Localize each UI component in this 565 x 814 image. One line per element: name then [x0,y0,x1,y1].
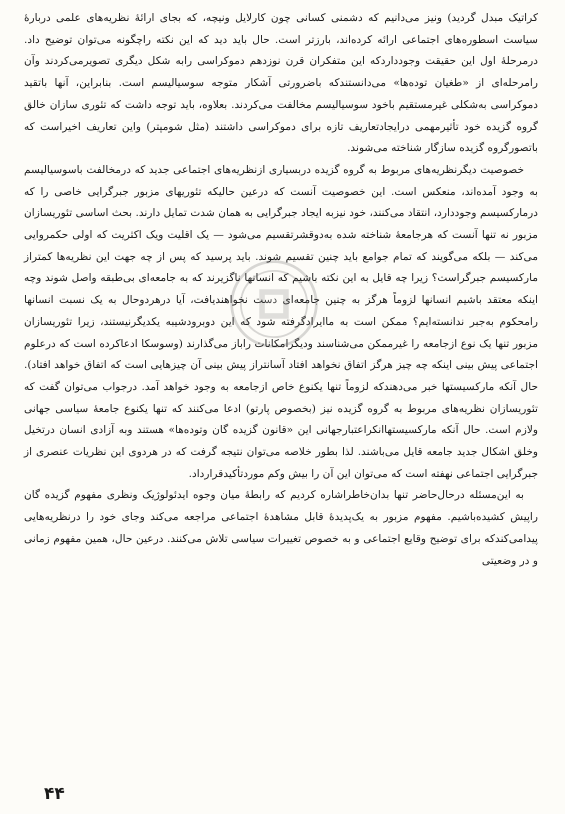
page-number: ۴۴ [44,784,65,804]
page-body [24,8,538,788]
paragraph-2: خصوصیت دیگرنظریه‌های مربوط به گروه گزیده دربسیاری ازنظریه‌های اجتماعی جدید که درمخالفت باسوسیالیسم به وجود آمده‌اند، منعکس است. این خصوصیت آنست که درعین حالیکه تئوریهای مزبور جبرگرایی خاصی را که درمارکسیسم وجوددارد، انتقاد می‌کنند، خود نیزبه ایجاد جبرگرایی به همان شدت تمایل دارند. بحث اساسی تئوریسازان مزبور نه تنها آنست که هرجامعهٔ شناخته شده به‌دوقشرتقسیم می‌شود — یک اقلیت ویک اکثریت که اولی حکمروایی می‌کند — بلکه می‌گویند که تمام جوامع باید چنین تقسیم شوند. باید پرسید که پس از چه جهت این نظریه‌ها کمتراز مارکسیسم جبرگراست؟ زیرا چه قایل به این نکته باشیم که انسانها ناگزیرند که به جامعه‌ای بی‌طبقه واصل شوند وچه اینکه معتقد باشیم انسانها لزوماً هرگز به چنین جامعه‌ای دست نخواهندیافت، آیا درهردوحال به یک نسبت انسانها رامحکوم به‌جبر ندانسته‌ایم؟ ممکن است به ماایرادگرفته شود که این دوبرودشیبه یکدیگرنیستند، زیرا تئوریسازان مزبور تنها یک نوع ازجامعه را غیرممکن می‌شناسند ودیگرامکانات راباز می‌گذارند (وسوسکا ادعاکرده است که درعلوم اجتماعی پیش بینی اینکه چه چیز هرگز اتفاق نخواهد افتاد آسانتراز پیش بینی آن چیزهایی است که اتفاق خواهد افتاد). حال آنکه مارکسیستها خبر می‌دهندکه لزوماً تنها یکنوع خاص ازجامعه به وجود خواهد آمد. درجواب می‌توان گفت که تئوریسازان نظریه‌های مربوط به گروه گزیده نیز (بخصوص پارتو) ادعا می‌کنند که تنها یکنوع جامعهٔ سیاسی جهانی ولازم است. حال آنکه مارکسیستهاانکراعتبارجهانی این «قانون گزیده گان وتوده‌ها» هستند وبه آزادی انسان درتخیل وخلق اشکال جدید جامعه قایل می‌باشند. لذا بطور خلاصه می‌توان نتیجه گرفت که در هردوی این نظریات عنصری از جبرگرایی اجتماعی نهفته است که می‌توان این آن را بیش وکم موردتأکیدقرارداد. [24,163,538,480]
paragraph-1: کراتیک مبدل گردید) ونیز می‌دانیم که دشمنی کسانی چون کارلایل ونیچه، که بجای ارائهٔ نظریه‌های علمی دربارهٔ سیاست اسطوره‌های اجتماعی ارائه کرده‌اند، بارزتر است. حال باید دید که این نکته راچگونه می‌توان توضیح داد. درمرحلهٔ اول این حقیقت وجودداردکه این متفکران قرن نوزدهم دموکراسی رابه شکل دیگری تصویرمی‌کردند وآن رامرحله‌ای از «طغیان توده‌ها» می‌دانستندکه باضرورتی آشکار متوجه سوسیالیسم است. بنابراین، آنها باتقید دموکراسی به‌شکلی غیرمستقیم باخود سوسیالیسم مخالفت می‌کردند. بعلاوه، باید توجه داشت که تئوری سازان خالق گروه گزیده خود تأثیرمهمی درایجادتعاریف تازه برای دموکراسی داشتند (مثل شومپتر) واین تعاریف اخیراست که باتصورگروه گزیده سازگار شناخته می‌شوند. [24,12,538,155]
paragraph-3: به این‌مسئله درحال‌حاضر تنها بدان‌خاطراشاره کردیم که رابطهٔ میان وجوه ایدئولوژیک ونظری مفهوم گزیده گان راپیش کشیده‌باشیم. مفهوم مزبور به یک‌پدیدهٔ قابل مشاهدهٔ اجتماعی مراجعه می‌کند وجای خود را درنظریه‌هایی پیدامی‌کندکه برای توضیح وقایع اجتماعی و به خصوص تغییرات سیاسی تلاش می‌کنند. درعین حال، همین مفهوم زمانی و در وضعیتی [24,489,538,567]
